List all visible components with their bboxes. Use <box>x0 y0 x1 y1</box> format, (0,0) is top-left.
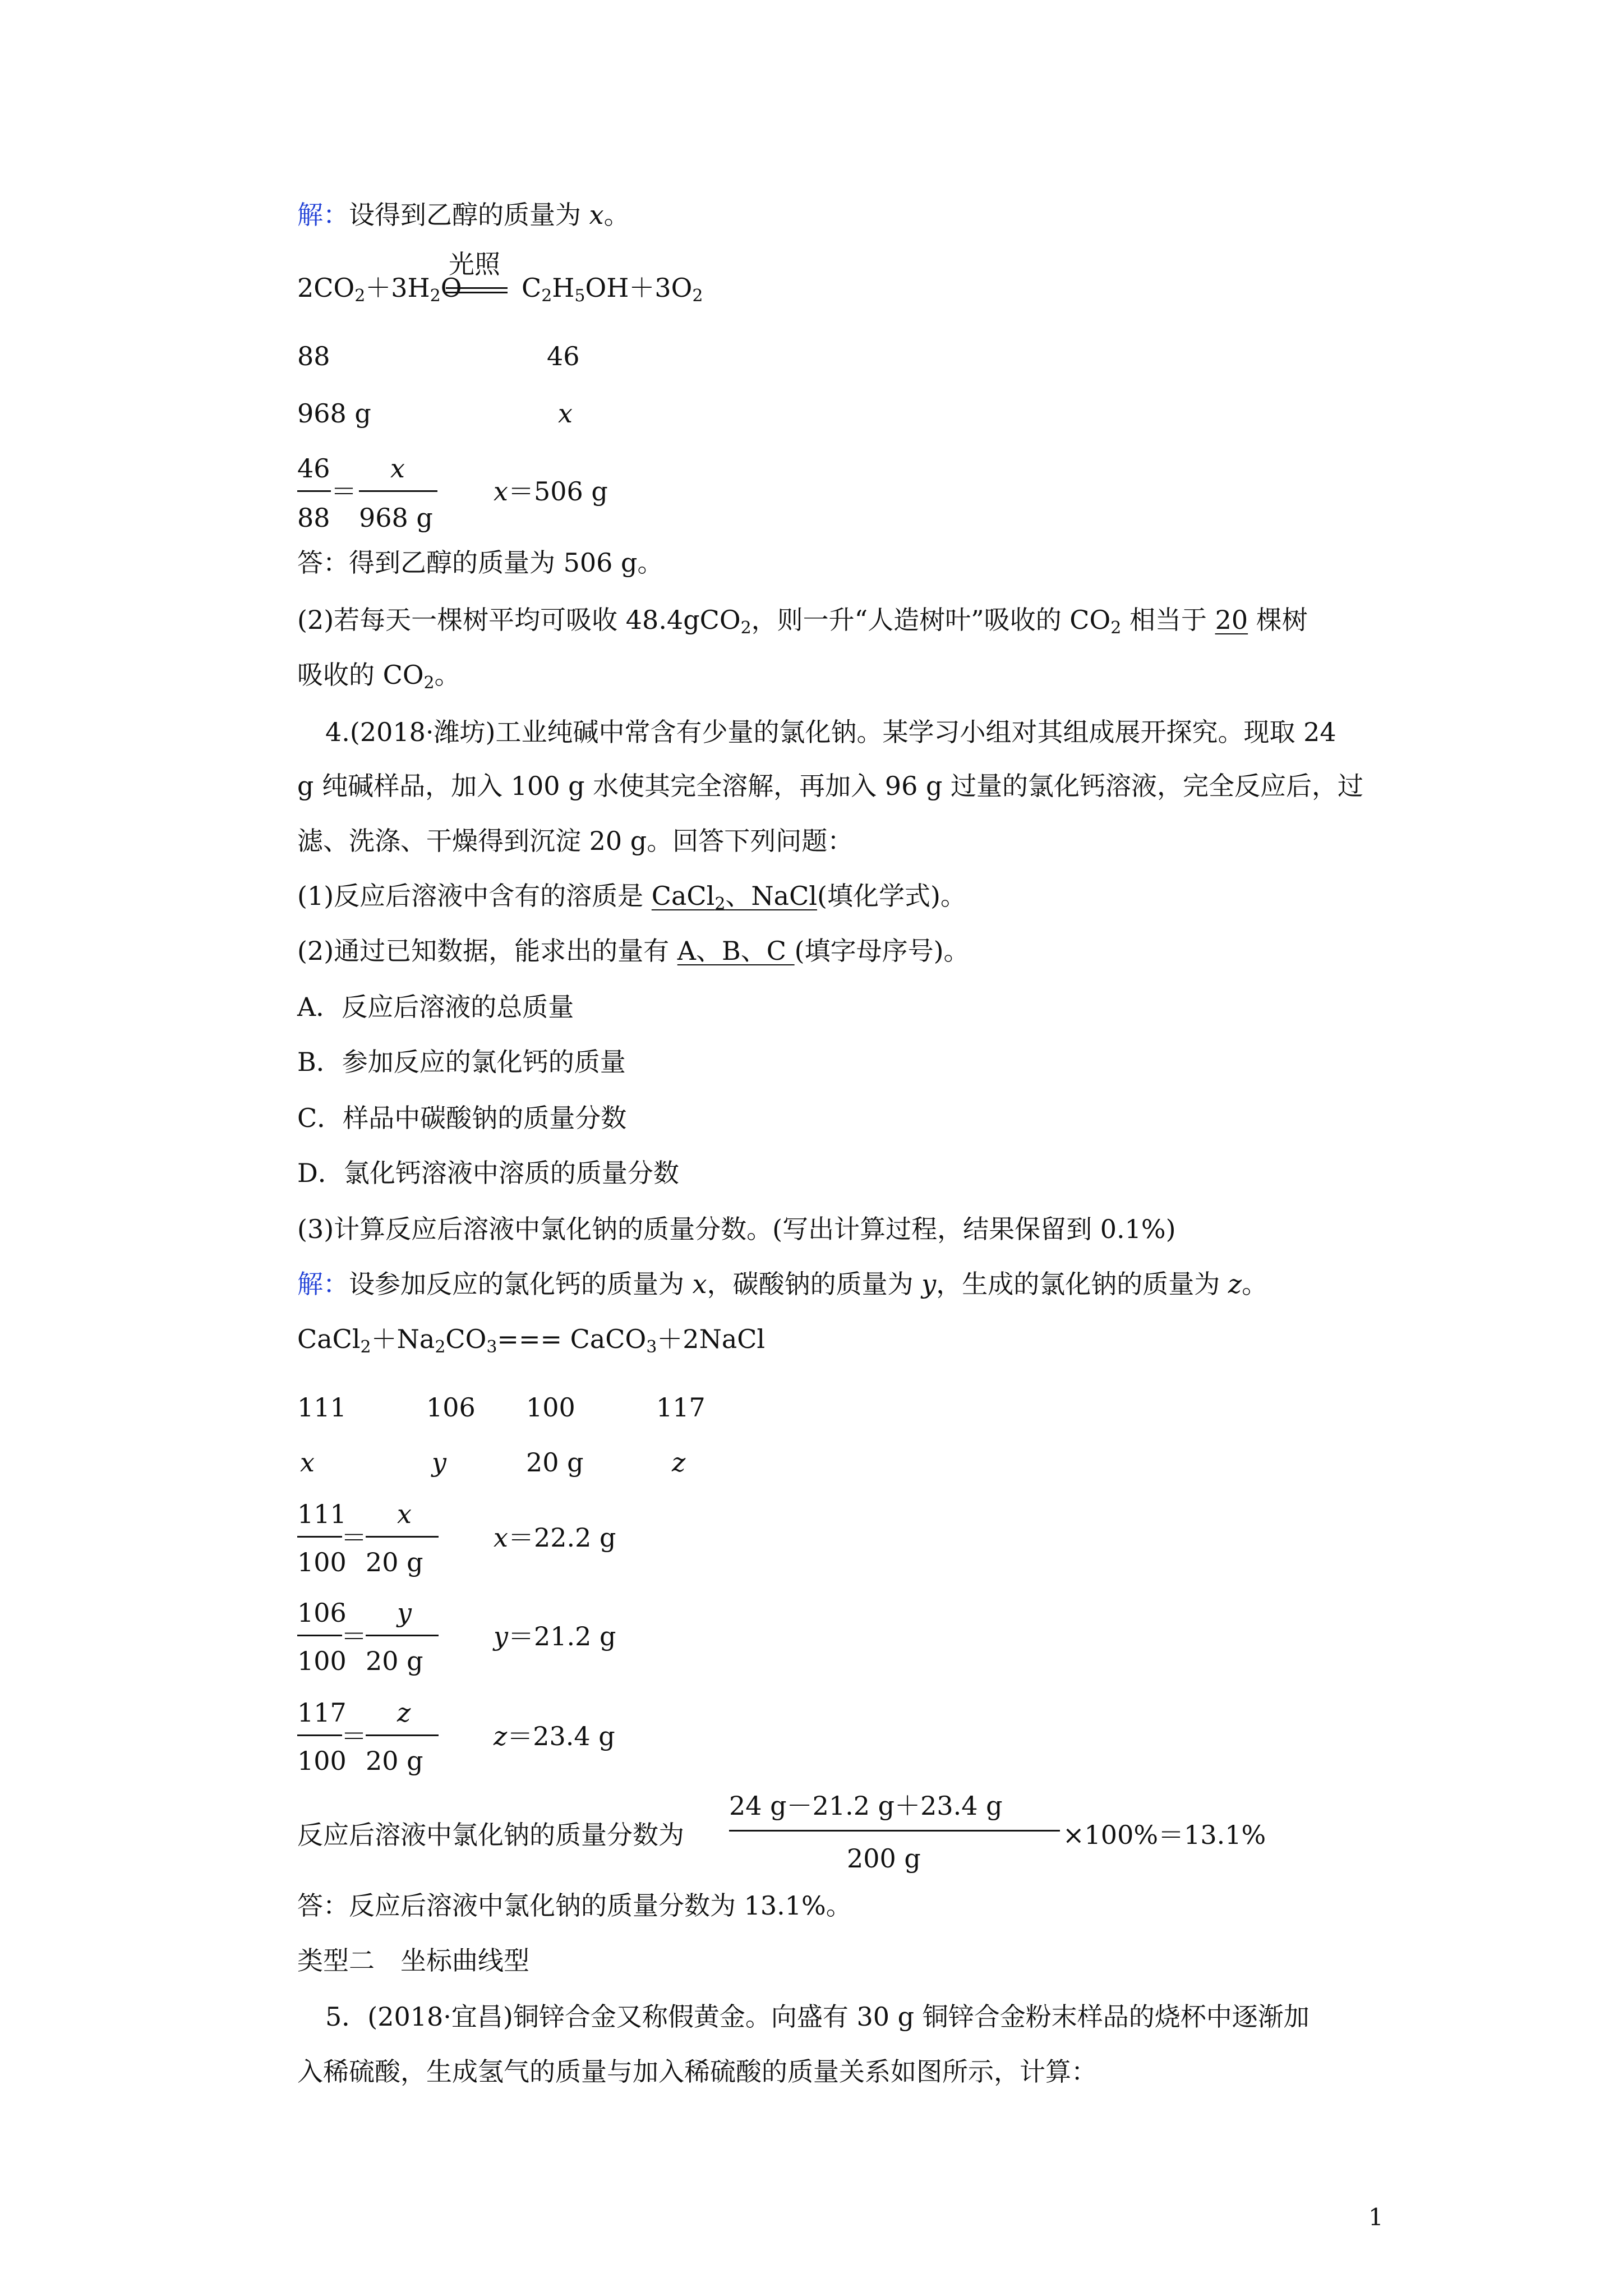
q5-stem-line2: 入稀硫酸，生成氢气的质量与加入稀硫酸的质量关系如图所示，计算： <box>297 2056 1097 2087</box>
option-c: C．样品中碳酸钠的质量分数 <box>297 1103 627 1133</box>
eq-sub: 3 <box>646 1337 657 1357</box>
q4-part1 <box>297 881 966 914</box>
fraction-bar <box>297 1536 342 1538</box>
fraction-denominator: 100 <box>297 1746 347 1776</box>
eq-part: O <box>440 273 462 303</box>
eq-sub: 5 <box>574 286 585 306</box>
q-text: (2)若每天一棵树平均可吸收 48.4gCO <box>297 605 741 635</box>
photosynthesis-equation <box>297 273 462 306</box>
fraction-numerator: x <box>390 453 405 484</box>
option-d: D．氯化钙溶液中溶质的质量分数 <box>297 1158 679 1188</box>
result-x <box>494 1522 616 1553</box>
result-variable: z <box>494 1721 508 1751</box>
q-text: 棵树 <box>1248 605 1308 635</box>
result-value: ＝506 g <box>508 476 608 507</box>
fraction-numerator: x <box>397 1499 412 1529</box>
q-text: 吸收的 CO <box>297 660 424 690</box>
ans-part: CaCl <box>651 881 715 911</box>
known-mass-right: x <box>558 398 573 429</box>
ans-sub: 2 <box>714 894 726 914</box>
unknown-y: y <box>432 1447 446 1478</box>
fraction-numerator: 46 <box>297 453 330 484</box>
fraction-denominator: 88 <box>297 503 330 533</box>
q-text: 。 <box>434 660 460 690</box>
option-a: A．反应后溶液的总质量 <box>297 992 574 1022</box>
eq-part: H <box>552 273 575 303</box>
result-y <box>494 1623 616 1649</box>
eq-sub: 3 <box>486 1337 497 1357</box>
q4-part3: (3)计算反应后溶液中氯化钠的质量分数。(写出计算过程，结果保留到 0.1%) <box>297 1214 1176 1244</box>
equation-products <box>522 273 703 306</box>
q4-answer-line: 答：反应后溶液中氯化钠的质量分数为 13.1%。 <box>297 1890 852 1921</box>
ans-part: 、NaCl <box>725 881 817 911</box>
equation-arrow-top <box>446 287 508 289</box>
fraction-denominator: 200 g <box>847 1843 921 1874</box>
eq-sub: 2 <box>435 1337 446 1357</box>
eq-sub: 2 <box>354 286 366 306</box>
fraction-numerator: z <box>397 1697 411 1728</box>
fraction-denominator: 20 g <box>366 1746 423 1776</box>
eq-sub: 2 <box>541 286 552 306</box>
fraction-denominator: 20 g <box>366 1547 423 1577</box>
result-variable: x <box>494 1522 508 1553</box>
setup-text: 设得到乙醇的质量为 <box>349 200 589 230</box>
q-text: 相当于 <box>1121 605 1215 635</box>
fraction-bar <box>366 1734 439 1736</box>
section-heading: 类型二 坐标曲线型 <box>297 1945 529 1976</box>
relative-mass-cacl2: 111 <box>297 1392 347 1423</box>
answer-line: 答：得到乙醇的质量为 506 g。 <box>297 547 663 578</box>
equation-reactants <box>297 273 462 306</box>
setup-variable: x <box>692 1269 707 1299</box>
unknown-z: z <box>672 1447 686 1478</box>
setup-text: 。 <box>1242 1269 1268 1299</box>
setup-text: ，生成的氯化钠的质量为 <box>936 1269 1228 1299</box>
page-number: 1 <box>1368 2203 1384 2231</box>
equals-sign: ＝ <box>341 1621 367 1651</box>
q-text: (填化学式)。 <box>817 881 966 911</box>
q4-part2 <box>297 938 970 964</box>
setup-variable: x <box>589 200 604 230</box>
fraction-bar <box>297 1635 342 1636</box>
result-value: ＝21.2 g <box>508 1621 616 1651</box>
eq-part: CaCl <box>297 1324 361 1354</box>
unknown-x: x <box>300 1447 315 1478</box>
fraction-bar <box>729 1830 1060 1832</box>
q-text: (2)通过已知数据，能求出的量有 <box>297 936 677 966</box>
q-sub: 2 <box>740 618 751 638</box>
setup-variable: z <box>1228 1269 1242 1299</box>
eq-part: CO <box>445 1324 487 1354</box>
relative-mass-left: 88 <box>297 341 330 371</box>
fraction-bar <box>297 490 331 492</box>
filled-answer <box>651 881 817 914</box>
q5-stem-line1: 5．(2018·宜昌)铜锌合金又称假黄金。向盛有 30 g 铜锌合金粉末样品的烧杯中逐渐加 <box>325 2001 1310 2032</box>
eq-part: ＋Na <box>371 1324 435 1354</box>
setup-text: 设参加反应的氯化钙的质量为 <box>349 1269 693 1299</box>
fraction-denominator: 100 <box>297 1547 347 1577</box>
relative-mass-caco3: 100 <box>526 1392 575 1423</box>
solution-setup-line <box>297 202 630 228</box>
precipitation-equation <box>297 1324 766 1357</box>
fraction-bar <box>359 490 437 492</box>
eq-part: OH＋3O <box>585 273 693 303</box>
eq-sub: 2 <box>692 286 703 306</box>
filled-answer: A、B、C <box>677 936 795 966</box>
option-b: B．参加反应的氯化钙的质量 <box>297 1047 626 1077</box>
result-value: ＝22.2 g <box>508 1522 616 1553</box>
eq-part: C <box>522 273 542 303</box>
fraction-denominator: 20 g <box>366 1646 423 1676</box>
fraction-numerator: 24 g－21.2 g＋23.4 g <box>729 1791 1003 1821</box>
fraction-denominator: 968 g <box>359 503 433 533</box>
setup-end: 。 <box>603 200 630 230</box>
result-value: ＝23.4 g <box>507 1721 615 1751</box>
q4-stem-line2: g 纯碱样品，加入 100 g 水使其完全溶解，再加入 96 g 过量的氯化钙溶液，完全反应后，过 <box>297 771 1364 801</box>
result-z <box>494 1723 615 1749</box>
fraction-numerator: 111 <box>297 1499 347 1529</box>
setup-variable: y <box>921 1269 937 1299</box>
q-text: (1)反应后溶液中含有的溶质是 <box>297 881 652 911</box>
result-variable: y <box>494 1621 508 1651</box>
eq-part: === CaCO <box>497 1324 647 1354</box>
relative-mass-nacl: 117 <box>656 1392 706 1423</box>
q4-stem-line1: 4.(2018·潍坊)工业纯碱中常含有少量的氯化钠。某学习小组对其组成展开探究。现取 24 <box>325 717 1336 747</box>
fraction-bar <box>366 1635 439 1636</box>
reaction-condition: 光照 <box>449 249 500 279</box>
result-line <box>494 476 608 507</box>
equals-sign: ＝ <box>331 476 357 507</box>
eq-part: ＋2NaCl <box>657 1324 766 1354</box>
known-mass-left: 968 g <box>297 398 371 429</box>
q4-solution-setup <box>297 1271 1267 1297</box>
fraction-bar <box>366 1536 439 1538</box>
eq-sub: 2 <box>360 1337 371 1357</box>
known-precipitate: 20 g <box>526 1447 584 1478</box>
final-fraction-lead: 反应后溶液中氯化钠的质量分数为 <box>297 1820 684 1850</box>
fraction-bar <box>297 1734 342 1736</box>
q4-stem-line3: 滤、洗涤、干燥得到沉淀 20 g。回答下列问题： <box>297 826 854 856</box>
equals-sign: ＝ <box>341 1721 367 1751</box>
eq-part: 2CO <box>297 273 355 303</box>
fraction-numerator: 106 <box>297 1598 347 1628</box>
q-text: (填字母序号)。 <box>794 936 970 966</box>
filled-answer: 20 <box>1215 605 1248 635</box>
result-variable: x <box>494 476 508 507</box>
relative-mass-na2co3: 106 <box>426 1392 476 1423</box>
solution-label: 解： <box>297 200 349 230</box>
question-part-2-line2 <box>297 660 460 693</box>
question-part-2 <box>297 605 1308 638</box>
q-sub: 2 <box>423 673 435 693</box>
relative-mass-right: 46 <box>547 341 580 371</box>
eq-part: ＋3H <box>365 273 430 303</box>
q-text: ，则一升“人造树叶”吸收的 CO <box>751 605 1111 635</box>
fraction-denominator: 100 <box>297 1646 347 1676</box>
solution-label: 解： <box>297 1269 349 1299</box>
setup-text: ，碳酸钠的质量为 <box>707 1269 922 1299</box>
final-result: ×100%＝13.1% <box>1063 1820 1266 1850</box>
eq-sub: 2 <box>430 286 441 306</box>
fraction-numerator: y <box>397 1598 412 1628</box>
q-sub: 2 <box>1110 618 1122 638</box>
fraction-numerator: 117 <box>297 1697 347 1728</box>
equation-arrow-bottom <box>446 292 508 293</box>
equals-sign: ＝ <box>341 1522 367 1553</box>
